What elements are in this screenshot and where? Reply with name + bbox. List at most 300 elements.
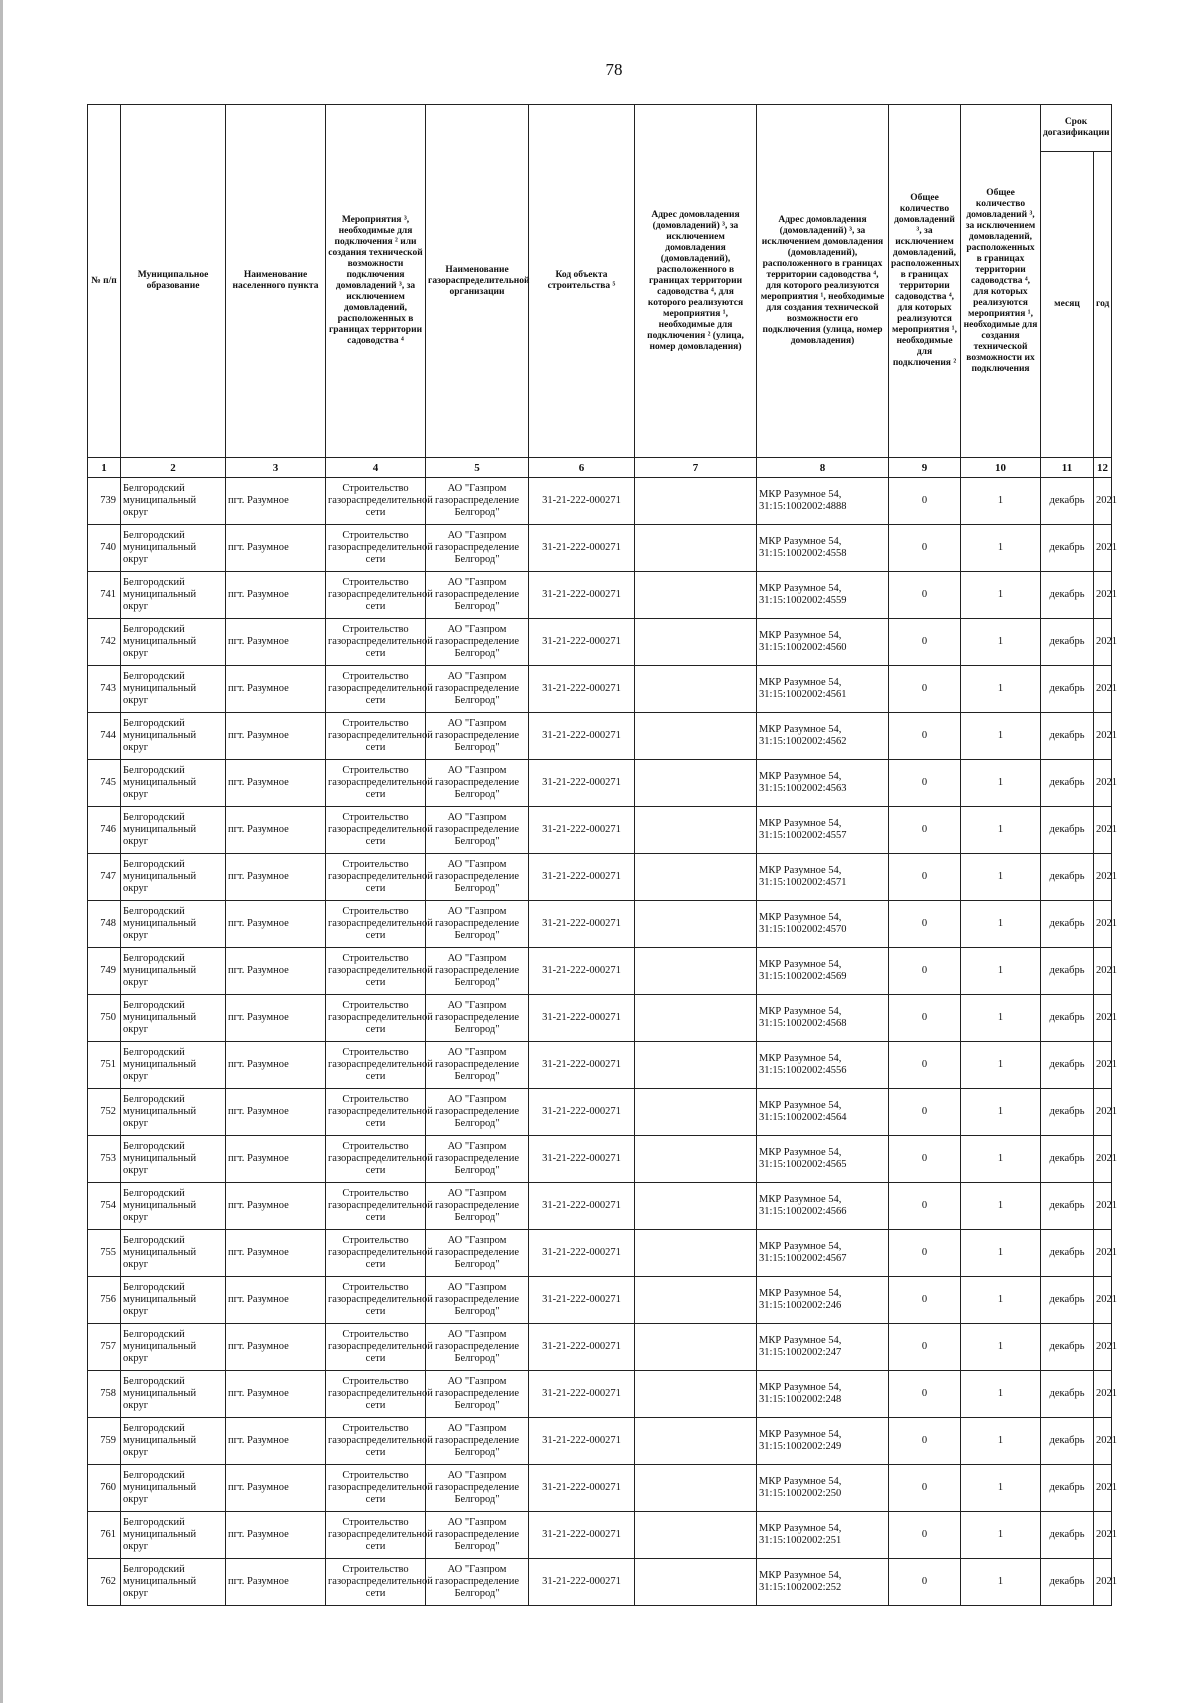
organization-cell: АО "Газпром газораспределение Белгород" [426, 948, 529, 995]
municipality-cell: Белгородский муниципальный округ [121, 807, 226, 854]
measure-cell: Строительство газораспределительной сети [326, 1230, 426, 1277]
year-cell: 2021 [1094, 1230, 1112, 1277]
measure-cell: Строительство газораспределительной сети [326, 1465, 426, 1512]
count-capability-cell: 1 [961, 619, 1041, 666]
organization-cell: АО "Газпром газораспределение Белгород" [426, 1371, 529, 1418]
address-capability-cell: МКР Разумное 54, 31:15:1002002:4567 [757, 1230, 889, 1277]
count-connection-cell: 0 [889, 1136, 961, 1183]
address-connection-cell [635, 854, 757, 901]
object-code-cell: 31-21-222-000271 [529, 1465, 635, 1512]
header-col-2: Муниципальное образование [121, 105, 226, 458]
column-number: 3 [226, 458, 326, 478]
address-capability-cell: МКР Разумное 54, 31:15:1002002:4559 [757, 572, 889, 619]
gasification-table [87, 104, 1117, 1606]
table-row [88, 901, 1112, 948]
table-row [88, 713, 1112, 760]
address-connection-cell [635, 1324, 757, 1371]
address-capability-cell: МКР Разумное 54, 31:15:1002002:252 [757, 1559, 889, 1606]
table-row [88, 1324, 1112, 1371]
municipality-cell: Белгородский муниципальный округ [121, 1324, 226, 1371]
year-cell: 2021 [1094, 948, 1112, 995]
object-code-cell: 31-21-222-000271 [529, 1559, 635, 1606]
address-connection-cell [635, 713, 757, 760]
table-row [88, 1136, 1112, 1183]
municipality-cell: Белгородский муниципальный округ [121, 478, 226, 525]
row-number: 749 [88, 948, 121, 995]
header-col-5: Наименование газораспределительной организации [426, 105, 529, 458]
count-connection-cell: 0 [889, 478, 961, 525]
month-cell: декабрь [1041, 1465, 1094, 1512]
object-code-cell: 31-21-222-000271 [529, 478, 635, 525]
count-connection-cell: 0 [889, 666, 961, 713]
month-cell: декабрь [1041, 1277, 1094, 1324]
address-connection-cell [635, 1559, 757, 1606]
municipality-cell: Белгородский муниципальный округ [121, 995, 226, 1042]
month-cell: декабрь [1041, 995, 1094, 1042]
address-connection-cell [635, 1136, 757, 1183]
object-code-cell: 31-21-222-000271 [529, 619, 635, 666]
address-connection-cell [635, 1089, 757, 1136]
organization-cell: АО "Газпром газораспределение Белгород" [426, 995, 529, 1042]
object-code-cell: 31-21-222-000271 [529, 1089, 635, 1136]
count-connection-cell: 0 [889, 1371, 961, 1418]
municipality-cell: Белгородский муниципальный округ [121, 1277, 226, 1324]
month-cell: декабрь [1041, 713, 1094, 760]
column-number: 2 [121, 458, 226, 478]
table-row [88, 1230, 1112, 1277]
settlement-cell: пгт. Разумное [226, 1371, 326, 1418]
settlement-cell: пгт. Разумное [226, 619, 326, 666]
municipality-cell: Белгородский муниципальный округ [121, 1559, 226, 1606]
address-connection-cell [635, 1183, 757, 1230]
municipality-cell: Белгородский муниципальный округ [121, 1042, 226, 1089]
object-code-cell: 31-21-222-000271 [529, 854, 635, 901]
year-cell: 2021 [1094, 854, 1112, 901]
organization-cell: АО "Газпром газораспределение Белгород" [426, 1230, 529, 1277]
count-connection-cell: 0 [889, 572, 961, 619]
year-cell: 2021 [1094, 1042, 1112, 1089]
organization-cell: АО "Газпром газораспределение Белгород" [426, 1512, 529, 1559]
object-code-cell: 31-21-222-000271 [529, 666, 635, 713]
table-row [88, 995, 1112, 1042]
header-col-4: Мероприятия ³, необходимые для подключения ² или создания технической возможности подключения домовладений ³, за исключением домовладений, расположенных в границах территории садоводства ⁴ [326, 105, 426, 458]
month-cell: декабрь [1041, 1089, 1094, 1136]
row-number: 742 [88, 619, 121, 666]
organization-cell: АО "Газпром газораспределение Белгород" [426, 1136, 529, 1183]
address-capability-cell: МКР Разумное 54, 31:15:1002002:4557 [757, 807, 889, 854]
page-number: 78 [605, 60, 623, 79]
table-row [88, 854, 1112, 901]
settlement-cell: пгт. Разумное [226, 1230, 326, 1277]
table-row [88, 1183, 1112, 1230]
gasification-table-container [87, 104, 1117, 1606]
object-code-cell: 31-21-222-000271 [529, 1230, 635, 1277]
object-code-cell: 31-21-222-000271 [529, 1042, 635, 1089]
municipality-cell: Белгородский муниципальный округ [121, 713, 226, 760]
measure-cell: Строительство газораспределительной сети [326, 901, 426, 948]
measure-cell: Строительство газораспределительной сети [326, 995, 426, 1042]
table-row [88, 1277, 1112, 1324]
year-cell: 2021 [1094, 1089, 1112, 1136]
year-cell: 2021 [1094, 478, 1112, 525]
column-number: 12 [1094, 458, 1112, 478]
table-row [88, 1418, 1112, 1465]
object-code-cell: 31-21-222-000271 [529, 901, 635, 948]
year-cell: 2021 [1094, 1183, 1112, 1230]
organization-cell: АО "Газпром газораспределение Белгород" [426, 572, 529, 619]
year-cell: 2021 [1094, 619, 1112, 666]
row-number: 756 [88, 1277, 121, 1324]
organization-cell: АО "Газпром газораспределение Белгород" [426, 478, 529, 525]
column-number: 4 [326, 458, 426, 478]
row-number: 758 [88, 1371, 121, 1418]
year-cell: 2021 [1094, 1512, 1112, 1559]
count-connection-cell: 0 [889, 1418, 961, 1465]
year-cell: 2021 [1094, 1465, 1112, 1512]
settlement-cell: пгт. Разумное [226, 995, 326, 1042]
settlement-cell: пгт. Разумное [226, 1042, 326, 1089]
row-number: 747 [88, 854, 121, 901]
address-connection-cell [635, 1230, 757, 1277]
count-capability-cell: 1 [961, 901, 1041, 948]
count-capability-cell: 1 [961, 1465, 1041, 1512]
year-cell: 2021 [1094, 760, 1112, 807]
organization-cell: АО "Газпром газораспределение Белгород" [426, 760, 529, 807]
month-cell: декабрь [1041, 854, 1094, 901]
count-connection-cell: 0 [889, 1277, 961, 1324]
settlement-cell: пгт. Разумное [226, 1277, 326, 1324]
row-number: 739 [88, 478, 121, 525]
count-capability-cell: 1 [961, 1183, 1041, 1230]
municipality-cell: Белгородский муниципальный округ [121, 1183, 226, 1230]
month-cell: декабрь [1041, 619, 1094, 666]
column-number: 9 [889, 458, 961, 478]
settlement-cell: пгт. Разумное [226, 1465, 326, 1512]
count-capability-cell: 1 [961, 1418, 1041, 1465]
settlement-cell: пгт. Разумное [226, 1136, 326, 1183]
address-connection-cell [635, 478, 757, 525]
address-capability-cell: МКР Разумное 54, 31:15:1002002:4569 [757, 948, 889, 995]
municipality-cell: Белгородский муниципальный округ [121, 1465, 226, 1512]
address-capability-cell: МКР Разумное 54, 31:15:1002002:251 [757, 1512, 889, 1559]
row-number: 751 [88, 1042, 121, 1089]
settlement-cell: пгт. Разумное [226, 525, 326, 572]
object-code-cell: 31-21-222-000271 [529, 760, 635, 807]
year-cell: 2021 [1094, 666, 1112, 713]
count-connection-cell: 0 [889, 1512, 961, 1559]
municipality-cell: Белгородский муниципальный округ [121, 666, 226, 713]
row-number: 748 [88, 901, 121, 948]
measure-cell: Строительство газораспределительной сети [326, 1418, 426, 1465]
header-col-12: год [1094, 152, 1112, 458]
organization-cell: АО "Газпром газораспределение Белгород" [426, 619, 529, 666]
object-code-cell: 31-21-222-000271 [529, 1183, 635, 1230]
address-capability-cell: МКР Разумное 54, 31:15:1002002:4568 [757, 995, 889, 1042]
year-cell: 2021 [1094, 1371, 1112, 1418]
settlement-cell: пгт. Разумное [226, 572, 326, 619]
measure-cell: Строительство газораспределительной сети [326, 760, 426, 807]
row-number: 753 [88, 1136, 121, 1183]
municipality-cell: Белгородский муниципальный округ [121, 948, 226, 995]
organization-cell: АО "Газпром газораспределение Белгород" [426, 666, 529, 713]
settlement-cell: пгт. Разумное [226, 478, 326, 525]
row-number: 759 [88, 1418, 121, 1465]
organization-cell: АО "Газпром газораспределение Белгород" [426, 1324, 529, 1371]
object-code-cell: 31-21-222-000271 [529, 1324, 635, 1371]
table-row [88, 1512, 1112, 1559]
month-cell: декабрь [1041, 666, 1094, 713]
measure-cell: Строительство газораспределительной сети [326, 948, 426, 995]
measure-cell: Строительство газораспределительной сети [326, 1089, 426, 1136]
month-cell: декабрь [1041, 1136, 1094, 1183]
row-number: 741 [88, 572, 121, 619]
month-cell: декабрь [1041, 525, 1094, 572]
table-row [88, 619, 1112, 666]
settlement-cell: пгт. Разумное [226, 901, 326, 948]
table-row [88, 1089, 1112, 1136]
month-cell: декабрь [1041, 1324, 1094, 1371]
settlement-cell: пгт. Разумное [226, 948, 326, 995]
column-number: 8 [757, 458, 889, 478]
settlement-cell: пгт. Разумное [226, 1418, 326, 1465]
organization-cell: АО "Газпром газораспределение Белгород" [426, 1465, 529, 1512]
column-number: 10 [961, 458, 1041, 478]
count-connection-cell: 0 [889, 901, 961, 948]
header-col-7: Адрес домовладения (домовладений) ³, за исключением домовладения (домовладений), расположенного в границах территории садоводства ⁴, для которого реализуются мероприятия ¹, необходимые для подключения ² (улица, номер домовладения) [635, 105, 757, 458]
column-number: 11 [1041, 458, 1094, 478]
row-number: 761 [88, 1512, 121, 1559]
month-cell: декабрь [1041, 572, 1094, 619]
settlement-cell: пгт. Разумное [226, 713, 326, 760]
header-col-8: Адрес домовладения (домовладений) ³, за исключением домовладения (домовладений), расположенного в границах территории садоводства ⁴, для которого реализуются мероприятия ¹, необходимые для создания технической возможности его подключения (улица, номер домовладения) [757, 105, 889, 458]
year-cell: 2021 [1094, 1136, 1112, 1183]
count-connection-cell: 0 [889, 995, 961, 1042]
column-number: 5 [426, 458, 529, 478]
organization-cell: АО "Газпром газораспределение Белгород" [426, 1277, 529, 1324]
count-connection-cell: 0 [889, 713, 961, 760]
count-capability-cell: 1 [961, 1042, 1041, 1089]
count-connection-cell: 0 [889, 854, 961, 901]
measure-cell: Строительство газораспределительной сети [326, 1324, 426, 1371]
count-capability-cell: 1 [961, 1136, 1041, 1183]
count-capability-cell: 1 [961, 525, 1041, 572]
settlement-cell: пгт. Разумное [226, 1559, 326, 1606]
table-row [88, 478, 1112, 525]
row-number: 744 [88, 713, 121, 760]
municipality-cell: Белгородский муниципальный округ [121, 1371, 226, 1418]
table-row [88, 1559, 1112, 1606]
address-connection-cell [635, 572, 757, 619]
measure-cell: Строительство газораспределительной сети [326, 666, 426, 713]
month-cell: декабрь [1041, 478, 1094, 525]
month-cell: декабрь [1041, 1512, 1094, 1559]
count-connection-cell: 0 [889, 1465, 961, 1512]
row-number: 745 [88, 760, 121, 807]
table-row [88, 1371, 1112, 1418]
organization-cell: АО "Газпром газораспределение Белгород" [426, 901, 529, 948]
address-connection-cell [635, 666, 757, 713]
month-cell: декабрь [1041, 1559, 1094, 1606]
count-capability-cell: 1 [961, 1371, 1041, 1418]
organization-cell: АО "Газпром газораспределение Белгород" [426, 1089, 529, 1136]
count-capability-cell: 1 [961, 1512, 1041, 1559]
organization-cell: АО "Газпром газораспределение Белгород" [426, 807, 529, 854]
object-code-cell: 31-21-222-000271 [529, 525, 635, 572]
row-number: 757 [88, 1324, 121, 1371]
row-number: 740 [88, 525, 121, 572]
organization-cell: АО "Газпром газораспределение Белгород" [426, 525, 529, 572]
count-connection-cell: 0 [889, 619, 961, 666]
settlement-cell: пгт. Разумное [226, 1324, 326, 1371]
row-number: 750 [88, 995, 121, 1042]
organization-cell: АО "Газпром газораспределение Белгород" [426, 1418, 529, 1465]
count-connection-cell: 0 [889, 1230, 961, 1277]
object-code-cell: 31-21-222-000271 [529, 1136, 635, 1183]
month-cell: декабрь [1041, 1230, 1094, 1277]
organization-cell: АО "Газпром газораспределение Белгород" [426, 1559, 529, 1606]
municipality-cell: Белгородский муниципальный округ [121, 1512, 226, 1559]
object-code-cell: 31-21-222-000271 [529, 995, 635, 1042]
row-number: 743 [88, 666, 121, 713]
municipality-cell: Белгородский муниципальный округ [121, 1418, 226, 1465]
month-cell: декабрь [1041, 1371, 1094, 1418]
address-connection-cell [635, 525, 757, 572]
count-connection-cell: 0 [889, 1324, 961, 1371]
count-capability-cell: 1 [961, 572, 1041, 619]
count-connection-cell: 0 [889, 807, 961, 854]
address-connection-cell [635, 948, 757, 995]
count-connection-cell: 0 [889, 948, 961, 995]
count-capability-cell: 1 [961, 807, 1041, 854]
municipality-cell: Белгородский муниципальный округ [121, 901, 226, 948]
column-number-row [88, 458, 1112, 478]
year-cell: 2021 [1094, 525, 1112, 572]
month-cell: декабрь [1041, 760, 1094, 807]
month-cell: декабрь [1041, 948, 1094, 995]
year-cell: 2021 [1094, 1277, 1112, 1324]
measure-cell: Строительство газораспределительной сети [326, 1371, 426, 1418]
object-code-cell: 31-21-222-000271 [529, 713, 635, 760]
address-capability-cell: МКР Разумное 54, 31:15:1002002:4556 [757, 1042, 889, 1089]
address-connection-cell [635, 1042, 757, 1089]
row-number: 746 [88, 807, 121, 854]
count-capability-cell: 1 [961, 1559, 1041, 1606]
header-col-6: Код объекта строительства ⁵ [529, 105, 635, 458]
year-cell: 2021 [1094, 995, 1112, 1042]
measure-cell: Строительство газораспределительной сети [326, 854, 426, 901]
object-code-cell: 31-21-222-000271 [529, 807, 635, 854]
address-connection-cell [635, 1465, 757, 1512]
table-row [88, 948, 1112, 995]
column-number: 6 [529, 458, 635, 478]
municipality-cell: Белгородский муниципальный округ [121, 619, 226, 666]
address-connection-cell [635, 995, 757, 1042]
count-capability-cell: 1 [961, 995, 1041, 1042]
address-capability-cell: МКР Разумное 54, 31:15:1002002:4888 [757, 478, 889, 525]
address-capability-cell: МКР Разумное 54, 31:15:1002002:4560 [757, 619, 889, 666]
header-row [88, 105, 1112, 152]
row-number: 752 [88, 1089, 121, 1136]
address-capability-cell: МКР Разумное 54, 31:15:1002002:4566 [757, 1183, 889, 1230]
organization-cell: АО "Газпром газораспределение Белгород" [426, 854, 529, 901]
settlement-cell: пгт. Разумное [226, 1183, 326, 1230]
address-capability-cell: МКР Разумное 54, 31:15:1002002:4563 [757, 760, 889, 807]
column-number: 7 [635, 458, 757, 478]
address-capability-cell: МКР Разумное 54, 31:15:1002002:4565 [757, 1136, 889, 1183]
count-connection-cell: 0 [889, 1559, 961, 1606]
municipality-cell: Белгородский муниципальный округ [121, 760, 226, 807]
count-capability-cell: 1 [961, 760, 1041, 807]
object-code-cell: 31-21-222-000271 [529, 572, 635, 619]
measure-cell: Строительство газораспределительной сети [326, 572, 426, 619]
count-capability-cell: 1 [961, 1089, 1041, 1136]
count-connection-cell: 0 [889, 525, 961, 572]
year-cell: 2021 [1094, 572, 1112, 619]
address-capability-cell: МКР Разумное 54, 31:15:1002002:246 [757, 1277, 889, 1324]
header-col-1: № п/п [88, 105, 121, 458]
address-capability-cell: МКР Разумное 54, 31:15:1002002:250 [757, 1465, 889, 1512]
scan-edge [0, 0, 3, 1703]
object-code-cell: 31-21-222-000271 [529, 1277, 635, 1324]
measure-cell: Строительство газораспределительной сети [326, 1183, 426, 1230]
address-connection-cell [635, 1277, 757, 1324]
settlement-cell: пгт. Разумное [226, 1089, 326, 1136]
measure-cell: Строительство газораспределительной сети [326, 525, 426, 572]
measure-cell: Строительство газораспределительной сети [326, 1559, 426, 1606]
address-connection-cell [635, 619, 757, 666]
header-col-9: Общее количество домовладений ³, за исключением домовладений, расположенных в границах территории садоводства ⁴, для которых реализуются мероприятия ¹, необходимые для подключения ² [889, 105, 961, 458]
table-row [88, 666, 1112, 713]
month-cell: декабрь [1041, 1183, 1094, 1230]
header-col-3: Наименование населенного пункта [226, 105, 326, 458]
settlement-cell: пгт. Разумное [226, 807, 326, 854]
municipality-cell: Белгородский муниципальный округ [121, 1230, 226, 1277]
table-body [88, 478, 1117, 1606]
settlement-cell: пгт. Разумное [226, 760, 326, 807]
year-cell: 2021 [1094, 1559, 1112, 1606]
municipality-cell: Белгородский муниципальный округ [121, 572, 226, 619]
month-cell: декабрь [1041, 1418, 1094, 1465]
row-number: 754 [88, 1183, 121, 1230]
address-capability-cell: МКР Разумное 54, 31:15:1002002:4558 [757, 525, 889, 572]
address-connection-cell [635, 760, 757, 807]
organization-cell: АО "Газпром газораспределение Белгород" [426, 1183, 529, 1230]
count-capability-cell: 1 [961, 478, 1041, 525]
measure-cell: Строительство газораспределительной сети [326, 1277, 426, 1324]
table-row [88, 760, 1112, 807]
object-code-cell: 31-21-222-000271 [529, 948, 635, 995]
count-capability-cell: 1 [961, 1277, 1041, 1324]
address-connection-cell [635, 1371, 757, 1418]
count-connection-cell: 0 [889, 1183, 961, 1230]
count-capability-cell: 1 [961, 666, 1041, 713]
header-srok: Срок догазификации [1041, 105, 1112, 152]
count-capability-cell: 1 [961, 1324, 1041, 1371]
object-code-cell: 31-21-222-000271 [529, 1371, 635, 1418]
address-capability-cell: МКР Разумное 54, 31:15:1002002:249 [757, 1418, 889, 1465]
measure-cell: Строительство газораспределительной сети [326, 1042, 426, 1089]
count-connection-cell: 0 [889, 760, 961, 807]
month-cell: декабрь [1041, 807, 1094, 854]
municipality-cell: Белгородский муниципальный округ [121, 1089, 226, 1136]
table-row [88, 572, 1112, 619]
table-row [88, 525, 1112, 572]
count-capability-cell: 1 [961, 948, 1041, 995]
count-capability-cell: 1 [961, 713, 1041, 760]
year-cell: 2021 [1094, 713, 1112, 760]
measure-cell: Строительство газораспределительной сети [326, 1512, 426, 1559]
address-connection-cell [635, 901, 757, 948]
